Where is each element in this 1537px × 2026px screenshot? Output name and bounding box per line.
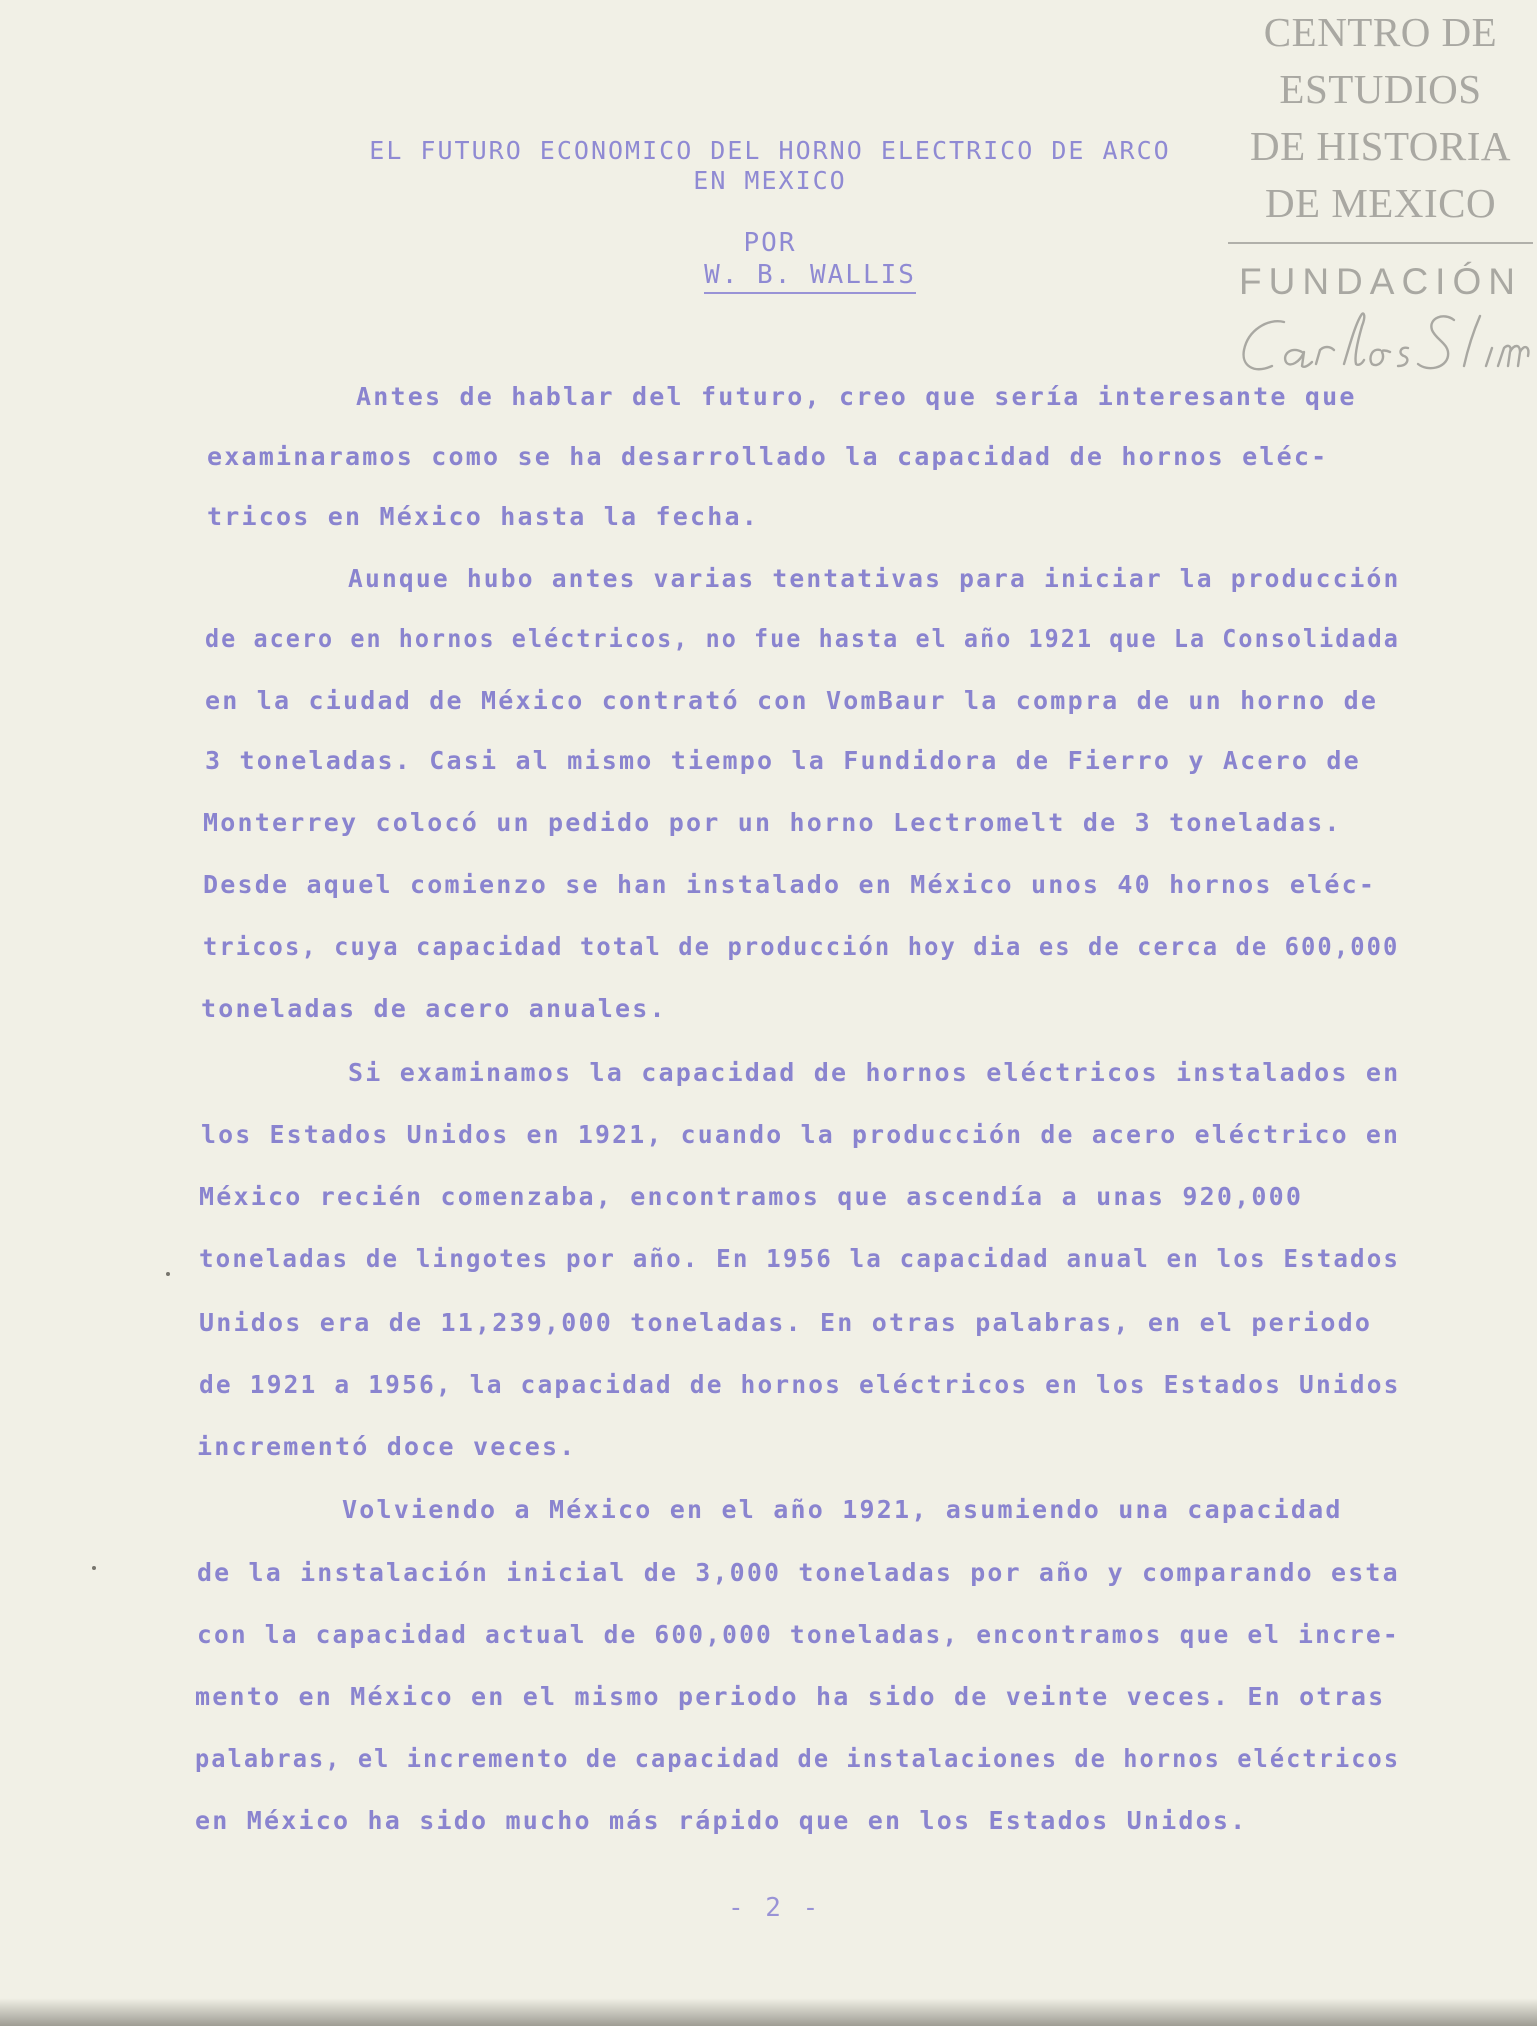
body-line: Monterrey colocó un pedido por un horno Lectromelt de 3 toneladas.	[203, 808, 1342, 837]
watermark-line-2: ESTUDIOS	[1279, 66, 1482, 112]
page-number: - 2 -	[728, 1893, 822, 1923]
body-line: examinaramos como se ha desarrollado la capacidad de hornos eléc-	[207, 442, 1329, 471]
body-line: los Estados Unidos en 1921, cuando la producción de acero eléctrico en	[201, 1120, 1401, 1149]
body-line: Antes de hablar del futuro, creo que sería interesante que	[356, 382, 1357, 411]
document-title-line-2: EN MEXICO	[693, 166, 847, 195]
author-container	[0, 260, 1537, 294]
body-line: mento en México en el mismo periodo ha sido de veinte veces. En otras	[195, 1682, 1386, 1711]
body-line: 3 toneladas. Casi al mismo tiempo la Fundidora de Fierro y Acero de	[205, 746, 1361, 775]
body-line: tricos, cuya capacidad total de producción hoy dia es de cerca de 600,000	[203, 932, 1400, 961]
body-line: Aunque hubo antes varias tentativas para iniciar la producción	[348, 564, 1401, 593]
watermark-line-1: CENTRO DE	[1263, 9, 1498, 55]
body-line: Desde aquel comienzo se han instalado en México unos 40 hornos eléc-	[203, 870, 1377, 899]
body-line: en la ciudad de México contrató con VomBaur la compra de un horno de	[205, 686, 1379, 715]
author-name: W. B. WALLIS	[704, 260, 916, 294]
body-line: palabras, el incremento de capacidad de instalaciones de hornos eléctricos	[195, 1744, 1401, 1773]
body-line: incrementó doce veces.	[197, 1432, 577, 1461]
document-title: EL FUTURO ECONOMICO DEL HORNO ELECTRICO DE ARCO	[369, 136, 1171, 165]
body-line: Unidos era de 11,239,000 toneladas. En otras palabras, en el periodo	[199, 1308, 1373, 1337]
body-line: toneladas de acero anuales.	[201, 994, 667, 1023]
body-line: México recién comenzaba, encontramos que ascendía a unas 920,000	[199, 1182, 1304, 1211]
watermark-line-3: DE HISTORIA	[1250, 123, 1511, 169]
body-line: con la capacidad actual de 600,000 toneladas, encontramos que el incre-	[197, 1620, 1400, 1649]
body-line: de la instalación inicial de 3,000 toneladas por año y comparando esta	[197, 1558, 1400, 1587]
watermark-line-4: DE MEXICO	[1264, 180, 1497, 226]
body-line: Volviendo a México en el año 1921, asumiendo una capacidad	[342, 1495, 1343, 1524]
byline-por: POR	[743, 228, 797, 258]
signature-logo-icon	[1232, 300, 1532, 390]
paper-speck	[92, 1566, 96, 1570]
watermark-fundacion: FUNDACIÓN	[1239, 261, 1522, 302]
page-edge-shadow	[0, 1998, 1537, 2026]
paper-speck	[166, 1272, 170, 1276]
body-line: tricos en México hasta la fecha.	[207, 502, 760, 531]
body-line: de acero en hornos eléctricos, no fue hasta el año 1921 que La Consolidada	[205, 624, 1400, 653]
body-line: de 1921 a 1956, la capacidad de hornos eléctricos en los Estados Unidos	[199, 1370, 1401, 1399]
body-line: toneladas de lingotes por año. En 1956 la capacidad anual en los Estados	[199, 1244, 1401, 1273]
body-line: en México ha sido mucho más rápido que en los Estados Unidos.	[195, 1806, 1248, 1835]
body-line: Si examinamos la capacidad de hornos eléctricos instalados en	[348, 1058, 1401, 1087]
